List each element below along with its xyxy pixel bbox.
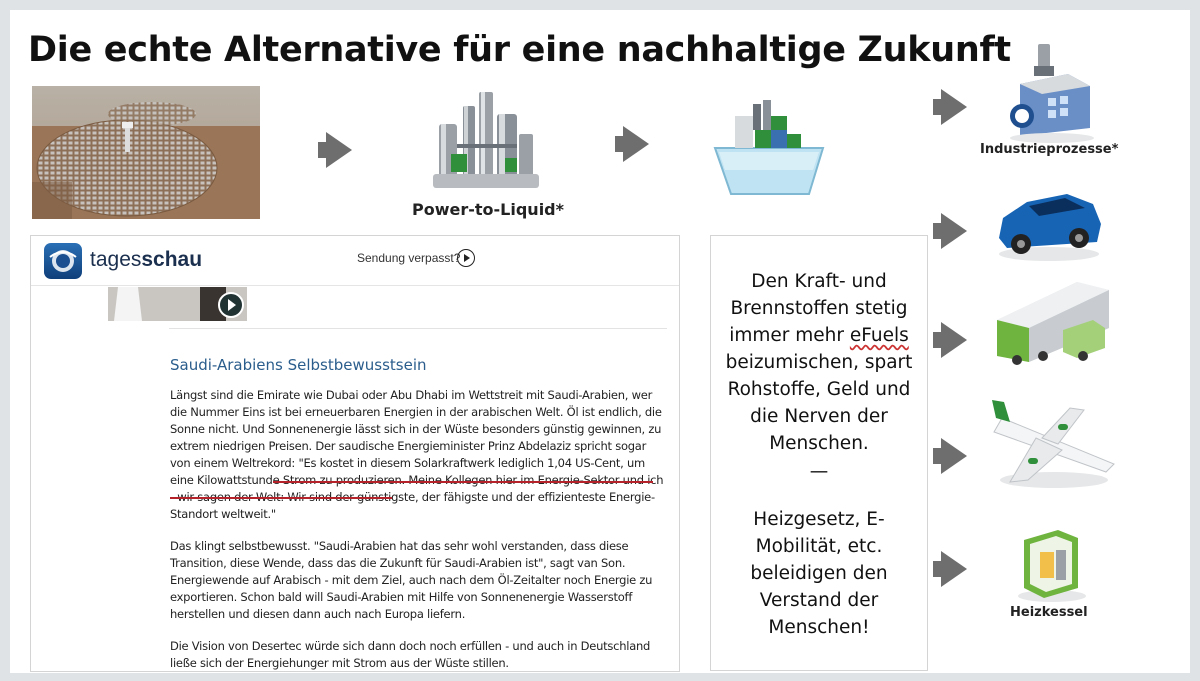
divider [31,285,679,286]
tagesschau-logo-icon [44,243,82,279]
tagesschau-brand: tagesschau [90,248,203,271]
statement-box [710,235,928,671]
article-headline: Saudi-Arabiens Selbstbewusstsein [170,356,427,374]
solar-plant-photo [32,86,260,219]
car-icon [993,180,1105,268]
heizkessel-label: Heizkessel [1010,605,1088,620]
factory-icon [998,44,1098,148]
refinery-icon [433,84,539,200]
arrow-icon [941,322,967,358]
divider [169,328,667,329]
statement-paragraph: Heizgesetz, E-Mobilität, etc. beleidigen den Verstand der Menschen! [750,509,888,638]
power-to-liquid-label: Power-to-Liquid* [412,200,564,219]
slide-title: Die echte Alternative für eine nachhaltige Zukunft [28,30,1011,70]
tagesschau-article [30,235,680,672]
arrow-icon [941,551,967,587]
truck-icon [993,276,1113,372]
article-body [170,387,665,672]
statement-paragraph: Den Kraft- und Brennstoffen stetig immer mehr eFuels beizumischen, spart Rohstoffe, Geld und die Nerven der Menschen. [725,271,913,454]
arrow-icon [941,89,967,125]
statement-separator: — [809,461,829,482]
sendung-verpasst-link[interactable]: Sendung verpasst? [357,251,461,265]
article-paragraph: Das klingt selbstbewusst. "Saudi-Arabien hat das sehr wohl verstanden, dass diese Transition, diese Wende, dass das die Zukunft für Saudi-Arabien ist", sagt van Son. Energiewende auf Arabisch - mit dem Ziel, auch nach dem Öl-Zeitalter noch Energie zu exportieren. Schon bald will Saudi-Arabien mit Hilfe von Sonnenenergie Wasserstoff herstellen und diesen dann auch nach Europa liefern. [170,539,653,621]
boiler-icon [1012,526,1092,606]
industrieprozesse-label: Industrieprozesse* [980,142,1119,157]
red-underline [170,497,392,499]
slide [10,10,1190,673]
airplane-icon [988,398,1118,498]
red-underline [273,481,653,483]
arrow-icon [941,213,967,249]
arrow-icon [326,132,352,168]
arrow-icon [623,126,649,162]
ship-icon [713,96,831,204]
arrow-icon [941,438,967,474]
efuels-word: eFuels [849,325,909,346]
article-paragraph: Die Vision von Desertec würde sich dann doch noch erfüllen - und auch in Deutschland ließe sich der Energiehunger mit Strom aus der Wüste stillen. [170,639,651,670]
video-play-icon[interactable] [218,292,244,318]
article-paragraph: Längst sind die Emirate wie Dubai oder Abu Dhabi im Wettstreit mit Saudi-Arabien, wer die Nummer Eins ist bei erneuerbaren Energien in der arabischen Welt. Öl ist endlich, die Sonne nicht. Und Sonnenenergie lässt sich in der Wüste besonders günstig gewinnen, zu extrem niedrigen Preisen. Der saudische Energieminister Prinz Abdelaziz spricht sogar von einem Weltrekord: "Es kostet in diesem Solarkraftwerk lediglich 1,04 US-Cent, um eine Kilowattstunde Strom zu produzieren. Meine Kollegen hier im Energie-Sektor und ich - wir sagen der Welt: Wir sind der günstigste, der fähigste und der effizienteste Energie-Standort weltweit." [170,388,664,521]
play-icon[interactable] [457,249,475,267]
